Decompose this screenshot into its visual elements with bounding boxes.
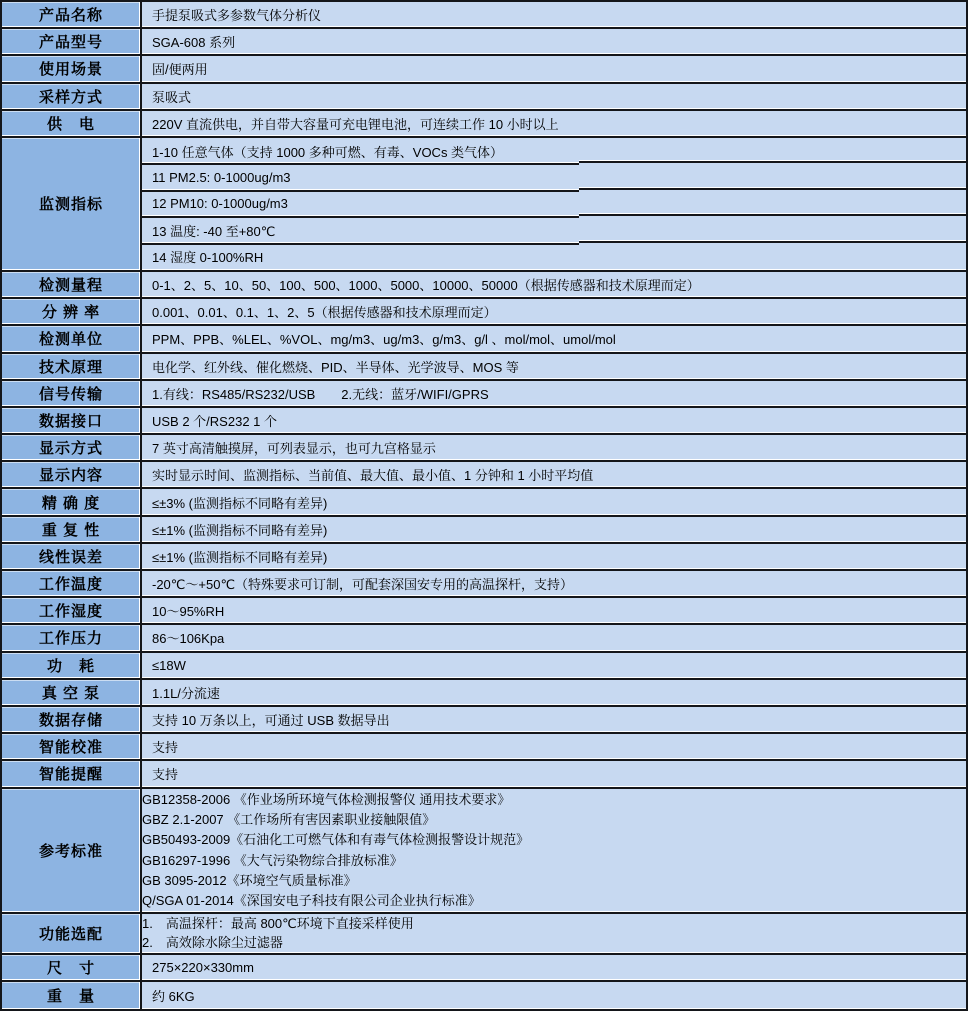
row-value: 支持: [142, 761, 966, 786]
row-value: -20℃～+50℃（特殊要求可订制，可配套深国安专用的高温探杆，支持）: [142, 571, 966, 596]
row-value: ≤18W: [142, 653, 966, 678]
standard-item: GB50493-2009《石油化工可燃气体和有毒气体检测报警设计规范》: [142, 832, 530, 848]
monitor-item-text: 14 湿度 0-100%RH: [152, 250, 264, 266]
row-label: 数据存储: [2, 707, 142, 732]
table-row: [2, 29, 966, 56]
row-value: 1.1L/分流速: [142, 680, 966, 705]
table-row: [2, 653, 966, 680]
row-label: 供 电: [2, 111, 142, 136]
table-row: [2, 571, 966, 598]
row-label: 工作压力: [2, 625, 142, 650]
row-value: 0.001、0.01、0.1、1、2、5（根据传感器和技术原理而定）: [142, 299, 966, 324]
table-row: [2, 598, 966, 625]
table-row: [2, 354, 966, 381]
table-row: [2, 625, 966, 652]
row-value: 0-1、2、5、10、50、100、500、1000、5000、10000、50000（根据传感器和技术原理而定）: [142, 272, 966, 297]
row-value: 10～95%RH: [142, 598, 966, 623]
table-row: [2, 56, 966, 83]
table-row: [2, 982, 966, 1009]
row-label: 监测指标: [2, 138, 142, 270]
row-label: 使用场景: [2, 56, 142, 81]
table-row: [2, 680, 966, 707]
row-value: 支持: [142, 734, 966, 759]
row-label: 精 确 度: [2, 489, 142, 514]
monitor-item-text: 12 PM10: 0-1000ug/m3: [152, 196, 288, 212]
row-label: 工作湿度: [2, 598, 142, 623]
table-row-monitor-indicators: [2, 138, 966, 272]
table-row: [2, 272, 966, 299]
row-label: 功 耗: [2, 653, 142, 678]
row-label: 数据接口: [2, 408, 142, 433]
row-value: 泵吸式: [142, 84, 966, 109]
row-label: 智能校准: [2, 734, 142, 759]
row-value: ≤±1% (监测指标不同略有差异): [142, 544, 966, 569]
table-row: [2, 734, 966, 761]
monitor-item: [142, 191, 966, 217]
monitor-item: [142, 164, 966, 190]
table-row: [2, 84, 966, 111]
subrow-divider: [579, 188, 966, 190]
option-item: 2. 高效除水除尘过滤器: [142, 935, 283, 951]
row-value: 1.有线：RS485/RS232/USB 2.无线：蓝牙/WIFI/GPRS: [142, 381, 966, 406]
row-value: ≤±1% (监测指标不同略有差异): [142, 517, 966, 542]
monitor-item: [142, 217, 966, 243]
row-label: 产品名称: [2, 2, 142, 27]
row-label: 工作温度: [2, 571, 142, 596]
standard-item: Q/SGA 01-2014《深国安电子科技有限公司企业执行标准》: [142, 893, 481, 909]
row-value: 实时显示时间、监测指标、当前值、最大值、最小值、1 分钟和 1 小时平均值: [142, 462, 966, 487]
table-row: [2, 381, 966, 408]
monitor-item-text: 13 温度: -40 至+80℃: [152, 223, 276, 239]
standard-item: GB 3095-2012《环境空气质量标准》: [142, 872, 357, 888]
table-row: [2, 111, 966, 138]
row-label: 技术原理: [2, 354, 142, 379]
row-value: 86～106Kpa: [142, 625, 966, 650]
row-label: 重 复 性: [2, 517, 142, 542]
row-label: 采样方式: [2, 84, 142, 109]
row-value: 220V 直流供电，并自带大容量可充电锂电池，可连续工作 10 小时以上: [142, 111, 966, 136]
row-label: 分 辨 率: [2, 299, 142, 324]
row-label: 功能选配: [2, 914, 142, 953]
subrow-divider: [579, 241, 966, 243]
table-row: [2, 489, 966, 516]
monitor-items: [142, 138, 966, 270]
subrow-divider: [579, 161, 966, 163]
table-row-optional-features: [2, 914, 966, 955]
standards-list: [142, 789, 966, 912]
row-label: 显示内容: [2, 462, 142, 487]
table-row: [2, 544, 966, 571]
options-list: [142, 914, 966, 953]
monitor-item-text: 1-10 任意气体（支持 1000 多种可燃、有毒、VOCs 类气体）: [152, 144, 504, 160]
row-value: 275×220×330mm: [142, 955, 966, 980]
table-row: [2, 408, 966, 435]
row-value: USB 2 个/RS232 1 个: [142, 408, 966, 433]
row-value: 约 6KG: [142, 982, 966, 1009]
table-row: [2, 707, 966, 734]
row-label: 线性误差: [2, 544, 142, 569]
table-row: [2, 435, 966, 462]
row-label: 智能提醒: [2, 761, 142, 786]
row-label: 产品型号: [2, 29, 142, 54]
row-label: 参考标准: [2, 789, 142, 912]
option-item: 1. 高温探杆：最高 800℃环境下直接采样使用: [142, 915, 414, 931]
table-row-reference-standards: [2, 789, 966, 914]
row-label: 显示方式: [2, 435, 142, 460]
table-row: [2, 761, 966, 788]
row-label: 检测单位: [2, 326, 142, 351]
row-value: 固/便两用: [142, 56, 966, 81]
row-value: 电化学、红外线、催化燃烧、PID、半导体、光学波导、MOS 等: [142, 354, 966, 379]
subrow-divider: [579, 214, 966, 216]
standard-item: GB12358-2006 《作业场所环境气体检测报警仪 通用技术要求》: [142, 791, 511, 807]
row-value: PPM、PPB、%LEL、%VOL、mg/m3、ug/m3、g/m3、g/l 、mol/mol、umol/mol: [142, 326, 966, 351]
monitor-item: [142, 138, 966, 164]
row-label: 重 量: [2, 982, 142, 1009]
standard-item: GBZ 2.1-2007 《工作场所有害因素职业接触限值》: [142, 812, 436, 828]
row-value: 支持 10 万条以上，可通过 USB 数据导出: [142, 707, 966, 732]
row-value: ≤±3% (监测指标不同略有差异): [142, 489, 966, 514]
monitor-item: [142, 244, 966, 270]
standard-item: GB16297-1996 《大气污染物综合排放标准》: [142, 852, 403, 868]
row-value: 手提泵吸式多参数气体分析仪: [142, 2, 966, 27]
monitor-item-text: 11 PM2.5: 0-1000ug/m3: [152, 170, 291, 186]
table-row: [2, 299, 966, 326]
table-row: [2, 955, 966, 982]
table-row: [2, 462, 966, 489]
row-label: 真 空 泵: [2, 680, 142, 705]
table-row: [2, 517, 966, 544]
row-label: 尺 寸: [2, 955, 142, 980]
table-row: [2, 326, 966, 353]
row-label: 检测量程: [2, 272, 142, 297]
row-value: SGA-608 系列: [142, 29, 966, 54]
table-row: [2, 2, 966, 29]
row-value: 7 英寸高清触摸屏，可列表显示，也可九宫格显示: [142, 435, 966, 460]
row-label: 信号传输: [2, 381, 142, 406]
